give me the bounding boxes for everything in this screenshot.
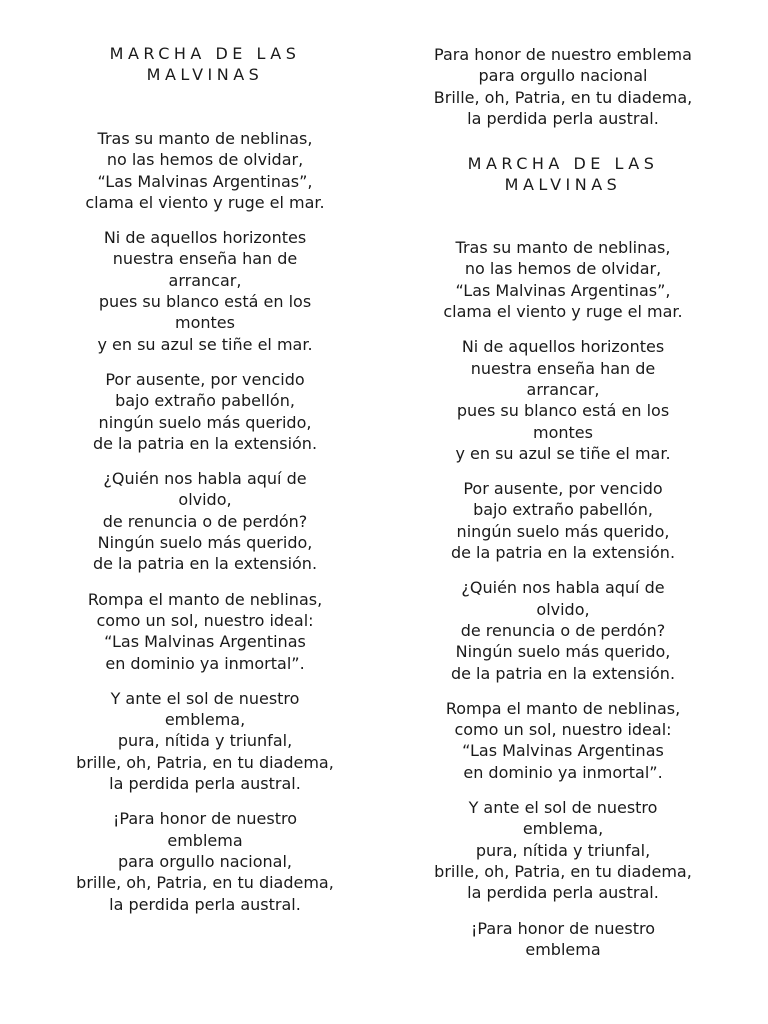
page-title: MARCHA DE LAS MALVINAS <box>109 44 301 84</box>
right-column <box>398 0 728 974</box>
stanza: Tras su manto de neblinas, no las hemos de olvidar, “Las Malvinas Argentinas”, clama el viento y ruge el mar. <box>443 238 683 322</box>
stanza: Ni de aquellos horizontes nuestra enseña han de arrancar, pues su blanco está en los montes y en su azul se tiñe el mar. <box>455 337 671 463</box>
stanza: Rompa el manto de neblinas, como un sol, nuestro ideal: “Las Malvinas Argentinas en dominio ya inmortal”. <box>445 698 681 782</box>
stanza: Por ausente, por vencido bajo extraño pabellón, ningún suelo más querido, de la patria en la extensión. <box>92 369 318 453</box>
stanza: Y ante el sol de nuestro emblema, pura, nítida y triunfal, brille, oh, Patria, en tu diadema, la perdida perla austral. <box>76 688 334 794</box>
page-title: MARCHA DE LAS MALVINAS <box>467 154 659 195</box>
stanza: ¿Quién nos habla aquí de olvido, de renuncia o de perdón? Ningún suelo más querido, de la patria en la extensión. <box>450 578 676 683</box>
intro-stanza: Para honor de nuestro emblema para orgullo nacional Brille, oh, Patria, en tu diadema, la perdida perla austral. <box>433 45 693 128</box>
left-column <box>40 0 370 929</box>
stanza: Y ante el sol de nuestro emblema, pura, nítida y triunfal, brille, oh, Patria, en tu diadema, la perdida perla austral. <box>434 798 692 903</box>
stanza: ¡Para honor de nuestro emblema <box>471 918 655 959</box>
stanza: Rompa el manto de neblinas, como un sol, nuestro ideal: “Las Malvinas Argentinas en dominio ya inmortal”. <box>87 589 323 673</box>
stanza: Por ausente, por vencido bajo extraño pabellón, ningún suelo más querido, de la patria en la extensión. <box>450 479 676 563</box>
stanza: Tras su manto de neblinas, no las hemos de olvidar, “Las Malvinas Argentinas”, clama el viento y ruge el mar. <box>85 129 325 212</box>
stanza: ¡Para honor de nuestro emblema para orgullo nacional, brille, oh, Patria, en tu diadema, la perdida perla austral. <box>76 809 334 914</box>
stanza: Ni de aquellos horizontes nuestra enseña han de arrancar, pues su blanco está en los montes y en su azul se tiñe el mar. <box>97 228 313 354</box>
stanza: ¿Quién nos habla aquí de olvido, de renuncia o de perdón? Ningún suelo más querido, de la patria en la extensión. <box>92 469 318 574</box>
